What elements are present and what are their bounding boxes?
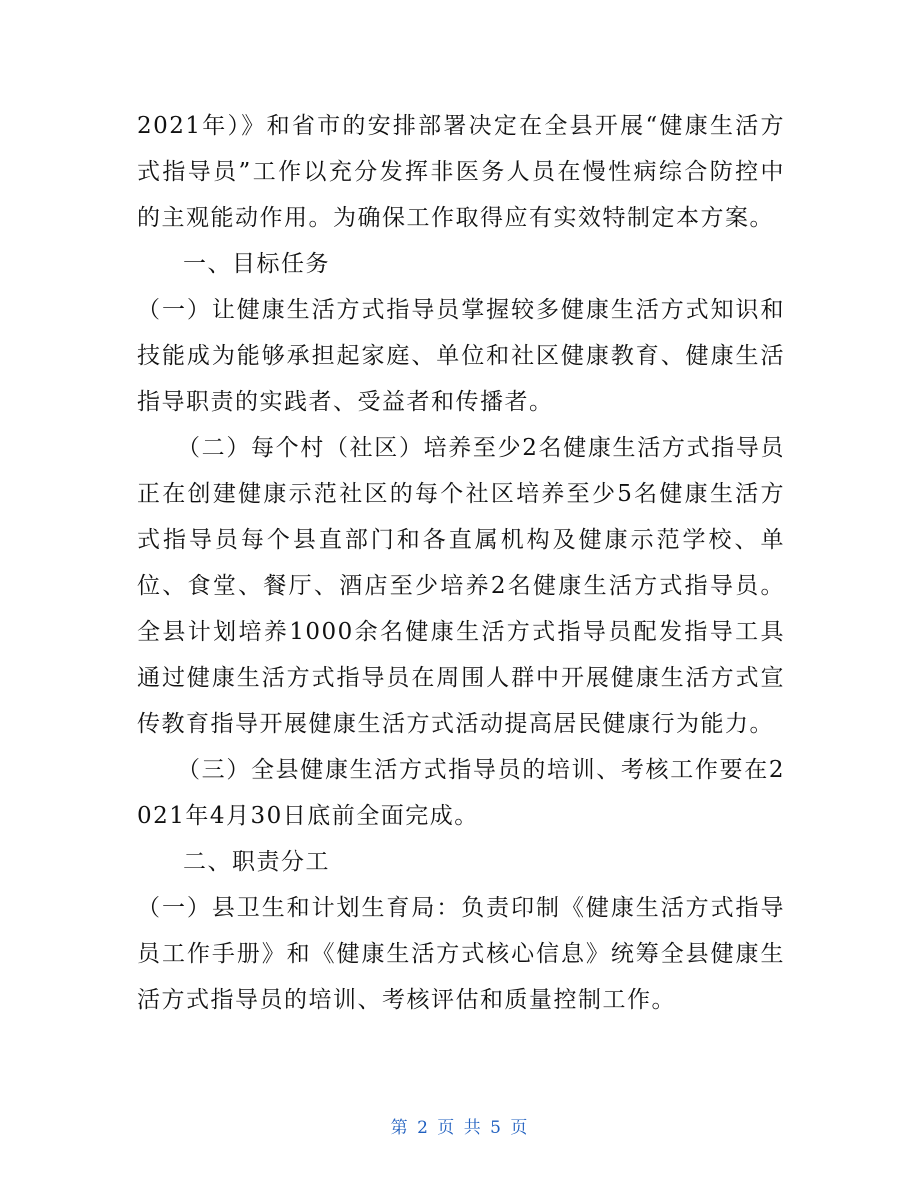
paragraph-duty-1: （一）县卫生和计划生育局：负责印制《健康生活方式指导员工作手册》和《健康生活方式核心信息》统筹全县健康生活方式指导员的培训、考核评估和质量控制工作。 <box>137 895 785 1013</box>
document-body <box>137 103 785 1023</box>
paragraph-intro: 2021年）》和省市的安排部署决定在全县开展“健康生活方式指导员”工作以充分发挥非医务人员在慢性病综合防控中的主观能动作用。为确保工作取得应有实效特制定本方案。 <box>137 113 785 231</box>
paragraph-goal-3: （三）全县健康生活方式指导员的培训、考核工作要在2021年4月30日底前全面完成。 <box>137 757 785 829</box>
section-heading-goals: 一、目标任务 <box>183 251 330 277</box>
section-heading-duties: 二、职责分工 <box>183 849 330 875</box>
page-number-footer: 第 2 页 共 5 页 <box>390 1118 530 1138</box>
paragraph-goal-1: （一）让健康生活方式指导员掌握较多健康生活方式知识和技能成为能够承担起家庭、单位和社区健康教育、健康生活指导职责的实践者、受益者和传播者。 <box>137 297 785 415</box>
paragraph-goal-2: （二）每个村（社区）培养至少2名健康生活方式指导员正在创建健康示范社区的每个社区培养至少5名健康生活方式指导员每个县直部门和各直属机构及健康示范学校、单位、食堂、餐厅、酒店至少培养2名健康生活方式指导员。全县计划培养1000余名健康生活方式指导员配发指导工具通过健康生活方式指导员在周围人群中开展健康生活方式宣传教育指导开展健康生活方式活动提高居民健康行为能力。 <box>137 435 785 737</box>
